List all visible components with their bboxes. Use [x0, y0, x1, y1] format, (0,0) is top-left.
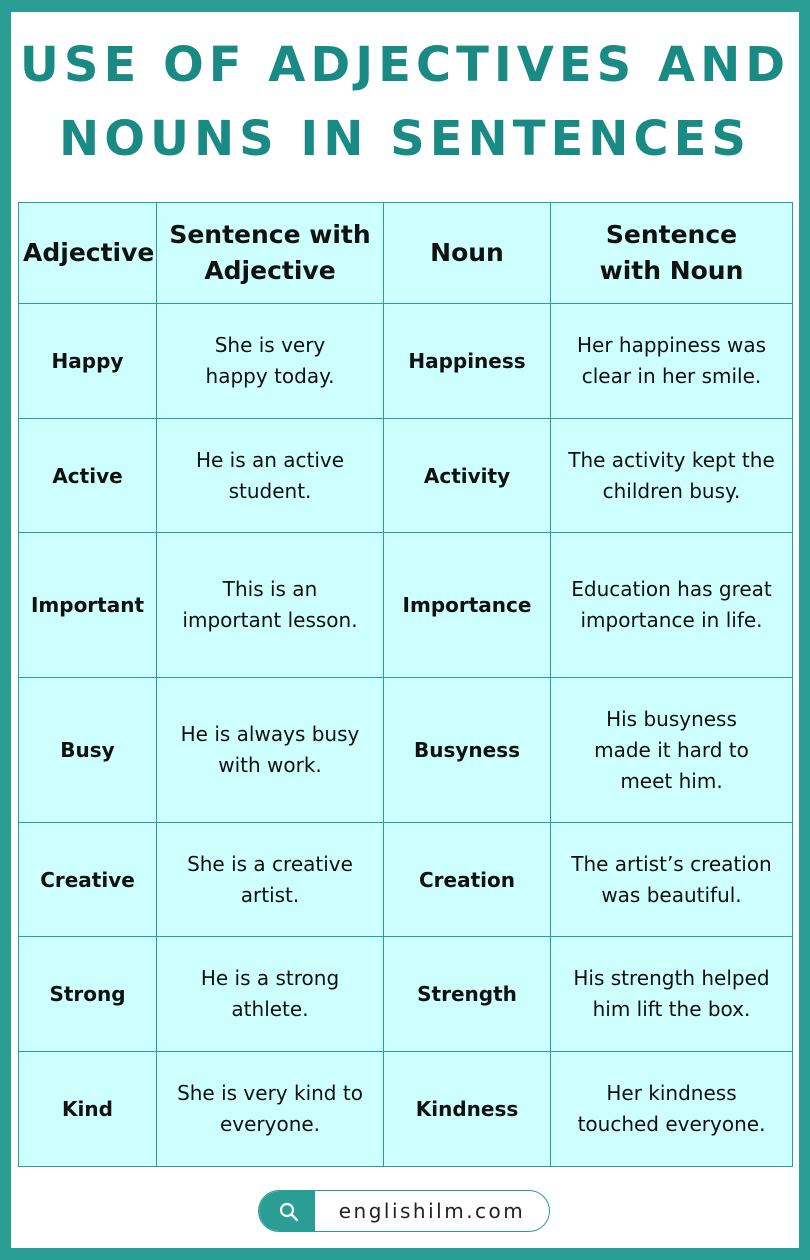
search-icon [279, 1202, 299, 1222]
table-header-row [19, 203, 793, 304]
table-row [19, 1052, 793, 1167]
table-row [19, 678, 793, 823]
header-adjective: Adjective [19, 203, 157, 304]
adjective-cell: Strong [19, 937, 157, 1052]
adjective-cell: Happy [19, 304, 157, 419]
noun-cell: Creation [384, 823, 551, 937]
title-line-1: USE OF ADJECTIVES AND [19, 37, 791, 93]
page-title [0, 28, 810, 176]
noun-sentence-cell: The activity kept the children busy. [551, 419, 793, 533]
website-search-bar[interactable] [258, 1190, 550, 1232]
search-button[interactable] [259, 1191, 315, 1231]
header-noun: Noun [384, 203, 551, 304]
adjective-sentence-cell: She is very kind to everyone. [157, 1052, 384, 1167]
noun-cell: Strength [384, 937, 551, 1052]
noun-cell: Busyness [384, 678, 551, 823]
adjective-cell: Kind [19, 1052, 157, 1167]
noun-sentence-cell: The artist’s creation was beautiful. [551, 823, 793, 937]
noun-sentence-cell: Her happiness was clear in her smile. [551, 304, 793, 419]
adjective-sentence-cell: He is a strong athlete. [157, 937, 384, 1052]
table-row [19, 823, 793, 937]
noun-cell: Happiness [384, 304, 551, 419]
header-sentence-with-adjective: Sentence with Adjective [157, 203, 384, 304]
noun-sentence-cell: His busyness made it hard to meet him. [551, 678, 793, 823]
adjective-cell: Creative [19, 823, 157, 937]
adjective-sentence-cell: He is always busy with work. [157, 678, 384, 823]
noun-sentence-cell: His strength helped him lift the box. [551, 937, 793, 1052]
table-row [19, 937, 793, 1052]
adjective-sentence-cell: He is an active student. [157, 419, 384, 533]
adjective-sentence-cell: She is very happy today. [157, 304, 384, 419]
adjective-sentence-cell: She is a creative artist. [157, 823, 384, 937]
title-line-2: NOUNS IN SENTENCES [59, 111, 751, 167]
adjective-sentence-cell: This is an important lesson. [157, 533, 384, 678]
table-row [19, 533, 793, 678]
noun-cell: Importance [384, 533, 551, 678]
adjective-noun-table [18, 202, 793, 1167]
table-row [19, 419, 793, 533]
noun-sentence-cell: Education has great importance in life. [551, 533, 793, 678]
adjective-cell: Important [19, 533, 157, 678]
table-row [19, 304, 793, 419]
header-sentence-with-noun: Sentence with Noun [551, 203, 793, 304]
adjective-cell: Active [19, 419, 157, 533]
adjective-cell: Busy [19, 678, 157, 823]
website-url[interactable]: englishilm.com [338, 1199, 526, 1223]
noun-cell: Kindness [384, 1052, 551, 1167]
noun-sentence-cell: Her kindness touched everyone. [551, 1052, 793, 1167]
noun-cell: Activity [384, 419, 551, 533]
